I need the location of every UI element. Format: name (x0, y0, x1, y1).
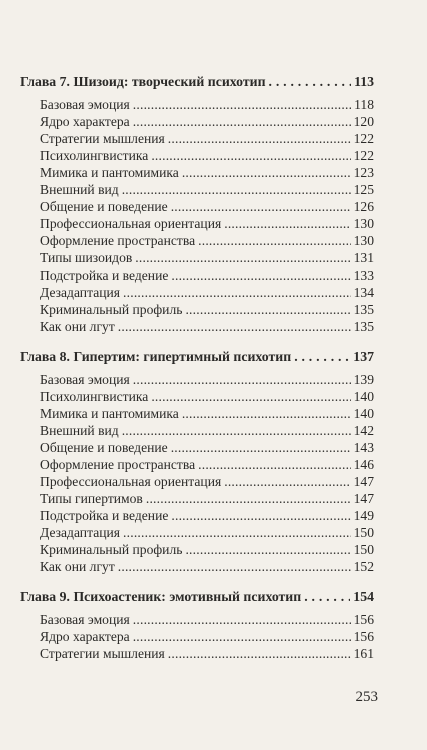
chapter-block (20, 588, 374, 662)
entry-page: 156 (353, 612, 374, 628)
toc-entry (20, 473, 374, 490)
toc-entry (20, 388, 374, 405)
toc-entry (20, 181, 374, 198)
entry-title: Базовая эмоция (40, 612, 130, 628)
entry-title: Внешний вид (40, 422, 119, 438)
leader-dots (294, 348, 350, 365)
leader-dots (198, 232, 350, 249)
entry-page: 140 (353, 388, 374, 404)
entry-page: 123 (353, 165, 374, 181)
leader-dots (168, 645, 351, 662)
chapter-block (20, 348, 374, 576)
entry-title: Психолингвистика (40, 148, 149, 164)
entry-title: Ядро характера (40, 629, 130, 645)
leader-dots (171, 507, 350, 524)
chapter-page: 137 (353, 348, 374, 364)
page-number: 253 (355, 689, 378, 705)
entry-title: Типы шизоидов (40, 250, 133, 266)
leader-dots (304, 588, 350, 605)
entry-title: Общение и поведение (40, 439, 168, 455)
toc-entry (20, 456, 374, 473)
leader-dots (133, 628, 351, 645)
toc-entry (20, 524, 374, 541)
leader-dots (182, 164, 351, 181)
leader-dots (118, 558, 351, 575)
entry-title: Психолингвистика (40, 388, 149, 404)
leader-dots (182, 405, 351, 422)
entry-page: 122 (353, 131, 374, 147)
entry-title: Криминальный профиль (40, 542, 183, 558)
leader-dots (146, 490, 351, 507)
entry-title: Как они лгут (40, 559, 115, 575)
entry-title: Стратегии мышления (40, 646, 165, 662)
entry-page: 135 (353, 318, 374, 334)
chapter-heading (20, 588, 374, 605)
chapter-heading (20, 73, 374, 90)
entry-page: 126 (353, 199, 374, 215)
leader-dots (151, 388, 350, 405)
entry-page: 140 (353, 405, 374, 421)
entry-title: Подстройка и ведение (40, 267, 169, 283)
toc-entry (20, 558, 374, 575)
entry-page: 122 (353, 148, 374, 164)
leader-dots (135, 249, 350, 266)
toc-entry (20, 284, 374, 301)
entry-page: 147 (353, 491, 374, 507)
entry-page: 150 (353, 525, 374, 541)
toc-entry (20, 405, 374, 422)
toc-entry (20, 164, 374, 181)
leader-dots (224, 473, 350, 490)
leader-dots (133, 611, 351, 628)
leader-dots (118, 318, 351, 335)
entry-page: 142 (353, 422, 374, 438)
toc-entry (20, 507, 374, 524)
toc-entry (20, 490, 374, 507)
entry-title: Криминальный профиль (40, 301, 183, 317)
leader-dots (123, 524, 351, 541)
entry-title: Ядро характера (40, 114, 130, 130)
entry-title: Базовая эмоция (40, 97, 130, 113)
leader-dots (171, 267, 350, 284)
chapter-title: Глава 7. Шизоид: творческий психотип (20, 74, 266, 89)
leader-dots (123, 284, 351, 301)
leader-dots (133, 96, 351, 113)
chapter-page: 113 (354, 74, 374, 89)
entry-page: 134 (353, 284, 374, 300)
toc-entry (20, 215, 374, 232)
entry-page: 147 (353, 474, 374, 490)
entry-title: Профессиональная ориентация (40, 216, 222, 232)
leader-dots (185, 541, 350, 558)
entry-title: Мимика и пантомимика (40, 405, 179, 421)
toc-entry (20, 645, 374, 662)
entry-title: Базовая эмоция (40, 371, 130, 387)
toc-entry (20, 147, 374, 164)
entry-page: 125 (353, 182, 374, 198)
entry-page: 135 (353, 301, 374, 317)
entry-page: 149 (353, 508, 374, 524)
entry-title: Оформление пространства (40, 456, 196, 472)
leader-dots (168, 130, 351, 147)
leader-dots (198, 456, 350, 473)
toc-entry (20, 541, 374, 558)
entry-title: Как они лгут (40, 318, 115, 334)
entry-title: Типы гипертимов (40, 491, 143, 507)
leader-dots (269, 73, 352, 90)
leader-dots (171, 198, 351, 215)
toc-entry (20, 130, 374, 147)
leader-dots (171, 439, 351, 456)
toc-entry (20, 371, 374, 388)
toc-entry (20, 422, 374, 439)
chapter-heading (20, 348, 374, 365)
chapter-title: Глава 9. Психоастеник: эмотивный психотип (20, 589, 302, 605)
entry-page: 146 (353, 456, 374, 472)
entry-page: 130 (353, 233, 374, 249)
entry-page: 133 (353, 267, 374, 283)
leader-dots (185, 301, 350, 318)
entry-page: 143 (353, 439, 374, 455)
entry-page: 130 (353, 216, 374, 232)
toc-entry (20, 611, 374, 628)
entry-page: 131 (353, 250, 374, 266)
entry-title: Дезадаптация (40, 525, 121, 541)
entry-title: Внешний вид (40, 182, 119, 198)
entry-page: 161 (353, 646, 374, 662)
entry-title: Дезадаптация (40, 284, 121, 300)
toc-entry (20, 232, 374, 249)
leader-dots (122, 181, 351, 198)
entry-page: 120 (353, 114, 374, 130)
leader-dots (133, 371, 351, 388)
entry-page: 150 (353, 542, 374, 558)
entry-page: 139 (353, 371, 374, 387)
toc-entry (20, 318, 374, 335)
leader-dots (151, 147, 350, 164)
chapter-page: 154 (353, 589, 374, 605)
entry-title: Оформление пространства (40, 233, 196, 249)
leader-dots (122, 422, 351, 439)
toc-entry (20, 628, 374, 645)
toc-entry (20, 249, 374, 266)
entry-title: Общение и поведение (40, 199, 168, 215)
table-of-contents (20, 73, 374, 663)
leader-dots (224, 215, 350, 232)
toc-entry (20, 113, 374, 130)
entry-page: 118 (354, 97, 374, 113)
toc-entry (20, 96, 374, 113)
entry-title: Стратегии мышления (40, 131, 165, 147)
entry-title: Мимика и пантомимика (40, 165, 179, 181)
chapter-title: Глава 8. Гипертим: гипертимный психотип (20, 348, 292, 364)
toc-entry (20, 267, 374, 284)
entry-page: 156 (353, 629, 374, 645)
entry-title: Подстройка и ведение (40, 508, 169, 524)
leader-dots (133, 113, 351, 130)
toc-entry (20, 198, 374, 215)
chapter-block (20, 73, 374, 335)
entry-page: 152 (353, 559, 374, 575)
entry-title: Профессиональная ориентация (40, 474, 222, 490)
toc-entry (20, 301, 374, 318)
toc-entry (20, 439, 374, 456)
